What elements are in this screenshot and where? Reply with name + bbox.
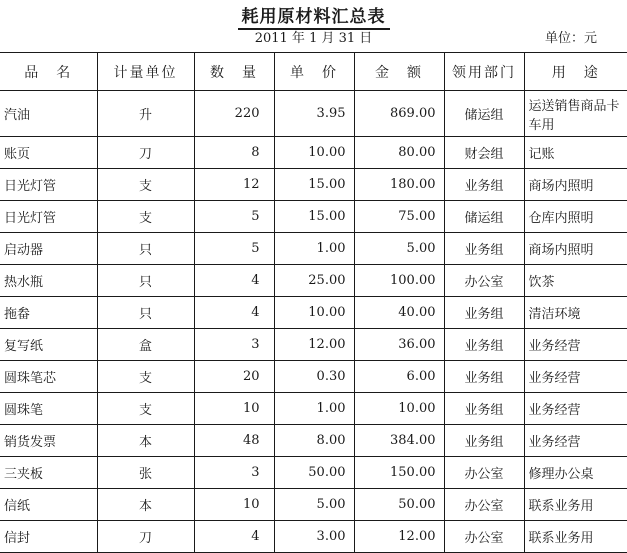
cell-purpose: 商场内照明 [524, 169, 627, 201]
cell-amount: 180.00 [354, 169, 444, 201]
cell-item-name: 信封 [0, 521, 97, 553]
cell-unit-price: 3.95 [274, 91, 354, 137]
header-amount: 金 额 [354, 53, 444, 91]
table-row [0, 233, 627, 265]
cell-unit-price: 5.00 [274, 489, 354, 521]
cell-department: 储运组 [444, 91, 524, 137]
cell-unit-price: 25.00 [274, 265, 354, 297]
cell-item-name: 日光灯管 [0, 201, 97, 233]
cell-measure-unit: 本 [97, 489, 194, 521]
report-date: 2011 年 1 月 31 日 [254, 31, 373, 46]
cell-amount: 5.00 [354, 233, 444, 265]
cell-measure-unit: 只 [97, 265, 194, 297]
cell-unit-price: 1.00 [274, 393, 354, 425]
table-row [0, 393, 627, 425]
cell-quantity: 220 [194, 91, 274, 137]
cell-purpose: 业务经营 [524, 361, 627, 393]
cell-purpose: 联系业务用 [524, 521, 627, 553]
cell-quantity: 10 [194, 489, 274, 521]
cell-measure-unit: 盒 [97, 329, 194, 361]
cell-purpose: 仓库内照明 [524, 201, 627, 233]
cell-department: 办公室 [444, 265, 524, 297]
document-title: 耗用原材料汇总表 [0, 2, 627, 30]
cell-item-name: 圆珠笔芯 [0, 361, 97, 393]
cell-amount: 6.00 [354, 361, 444, 393]
cell-unit-price: 50.00 [274, 457, 354, 489]
header-quantity: 数 量 [194, 53, 274, 91]
header-unit: 计量单位 [97, 53, 194, 91]
table-row [0, 521, 627, 553]
cell-purpose: 业务经营 [524, 393, 627, 425]
cell-department: 业务组 [444, 233, 524, 265]
cell-measure-unit: 升 [97, 91, 194, 137]
cell-amount: 75.00 [354, 201, 444, 233]
cell-department: 业务组 [444, 169, 524, 201]
cell-unit-price: 10.00 [274, 297, 354, 329]
cell-purpose: 饮茶 [524, 265, 627, 297]
table-row [0, 297, 627, 329]
cell-purpose: 修理办公桌 [524, 457, 627, 489]
cell-quantity: 5 [194, 201, 274, 233]
table-row [0, 137, 627, 169]
cell-item-name: 三夹板 [0, 457, 97, 489]
cell-item-name: 拖畚 [0, 297, 97, 329]
cell-purpose: 商场内照明 [524, 233, 627, 265]
cell-measure-unit: 本 [97, 425, 194, 457]
cell-purpose: 联系业务用 [524, 489, 627, 521]
cell-amount: 12.00 [354, 521, 444, 553]
cell-quantity: 5 [194, 233, 274, 265]
cell-item-name: 热水瓶 [0, 265, 97, 297]
cell-unit-price: 0.30 [274, 361, 354, 393]
cell-department: 业务组 [444, 425, 524, 457]
header-department: 领用部门 [444, 53, 524, 91]
cell-amount: 80.00 [354, 137, 444, 169]
cell-item-name: 账页 [0, 137, 97, 169]
cell-unit-price: 3.00 [274, 521, 354, 553]
cell-amount: 40.00 [354, 297, 444, 329]
header-name: 品 名 [0, 53, 97, 91]
cell-quantity: 48 [194, 425, 274, 457]
cell-quantity: 4 [194, 265, 274, 297]
table-row [0, 169, 627, 201]
cell-measure-unit: 支 [97, 169, 194, 201]
cell-unit-price: 1.00 [274, 233, 354, 265]
table-row [0, 489, 627, 521]
cell-amount: 10.00 [354, 393, 444, 425]
cell-purpose: 清洁环境 [524, 297, 627, 329]
header-purpose: 用 途 [524, 53, 627, 91]
cell-item-name: 信纸 [0, 489, 97, 521]
cell-item-name: 圆珠笔 [0, 393, 97, 425]
cell-amount: 869.00 [354, 91, 444, 137]
table-row [0, 201, 627, 233]
table-row [0, 329, 627, 361]
cell-unit-price: 12.00 [274, 329, 354, 361]
cell-department: 业务组 [444, 393, 524, 425]
cell-department: 业务组 [444, 297, 524, 329]
cell-amount: 384.00 [354, 425, 444, 457]
cell-item-name: 日光灯管 [0, 169, 97, 201]
cell-measure-unit: 支 [97, 201, 194, 233]
cell-unit-price: 10.00 [274, 137, 354, 169]
cell-measure-unit: 只 [97, 233, 194, 265]
cell-measure-unit: 张 [97, 457, 194, 489]
cell-measure-unit: 支 [97, 361, 194, 393]
cell-measure-unit: 支 [97, 393, 194, 425]
cell-quantity: 3 [194, 457, 274, 489]
cell-department: 业务组 [444, 329, 524, 361]
cell-quantity: 20 [194, 361, 274, 393]
cell-purpose: 运送销售商品卡车用 [524, 91, 627, 137]
cell-quantity: 10 [194, 393, 274, 425]
cell-department: 财会组 [444, 137, 524, 169]
cell-unit-price: 15.00 [274, 201, 354, 233]
cell-item-name: 复写纸 [0, 329, 97, 361]
cell-purpose: 业务经营 [524, 329, 627, 361]
cell-quantity: 4 [194, 521, 274, 553]
cell-measure-unit: 只 [97, 297, 194, 329]
cell-item-name: 销货发票 [0, 425, 97, 457]
cell-measure-unit: 刀 [97, 521, 194, 553]
header-unit-price: 单 价 [274, 53, 354, 91]
cell-department: 办公室 [444, 489, 524, 521]
cell-item-name: 启动器 [0, 233, 97, 265]
cell-unit-price: 15.00 [274, 169, 354, 201]
currency-unit: 单位：元 [544, 31, 597, 46]
table-row [0, 361, 627, 393]
cell-quantity: 4 [194, 297, 274, 329]
table-row [0, 425, 627, 457]
cell-amount: 50.00 [354, 489, 444, 521]
cell-measure-unit: 刀 [97, 137, 194, 169]
cell-quantity: 3 [194, 329, 274, 361]
cell-amount: 36.00 [354, 329, 444, 361]
table-row [0, 457, 627, 489]
cell-department: 办公室 [444, 457, 524, 489]
table-row [0, 91, 627, 137]
cell-department: 办公室 [444, 521, 524, 553]
cell-amount: 100.00 [354, 265, 444, 297]
cell-department: 业务组 [444, 361, 524, 393]
cell-unit-price: 8.00 [274, 425, 354, 457]
cell-quantity: 12 [194, 169, 274, 201]
cell-purpose: 记账 [524, 137, 627, 169]
cell-item-name: 汽油 [0, 91, 97, 137]
table-header-row [0, 53, 627, 91]
cell-purpose: 业务经营 [524, 425, 627, 457]
cell-quantity: 8 [194, 137, 274, 169]
materials-summary-table [0, 52, 627, 553]
cell-department: 储运组 [444, 201, 524, 233]
table-row [0, 265, 627, 297]
cell-amount: 150.00 [354, 457, 444, 489]
